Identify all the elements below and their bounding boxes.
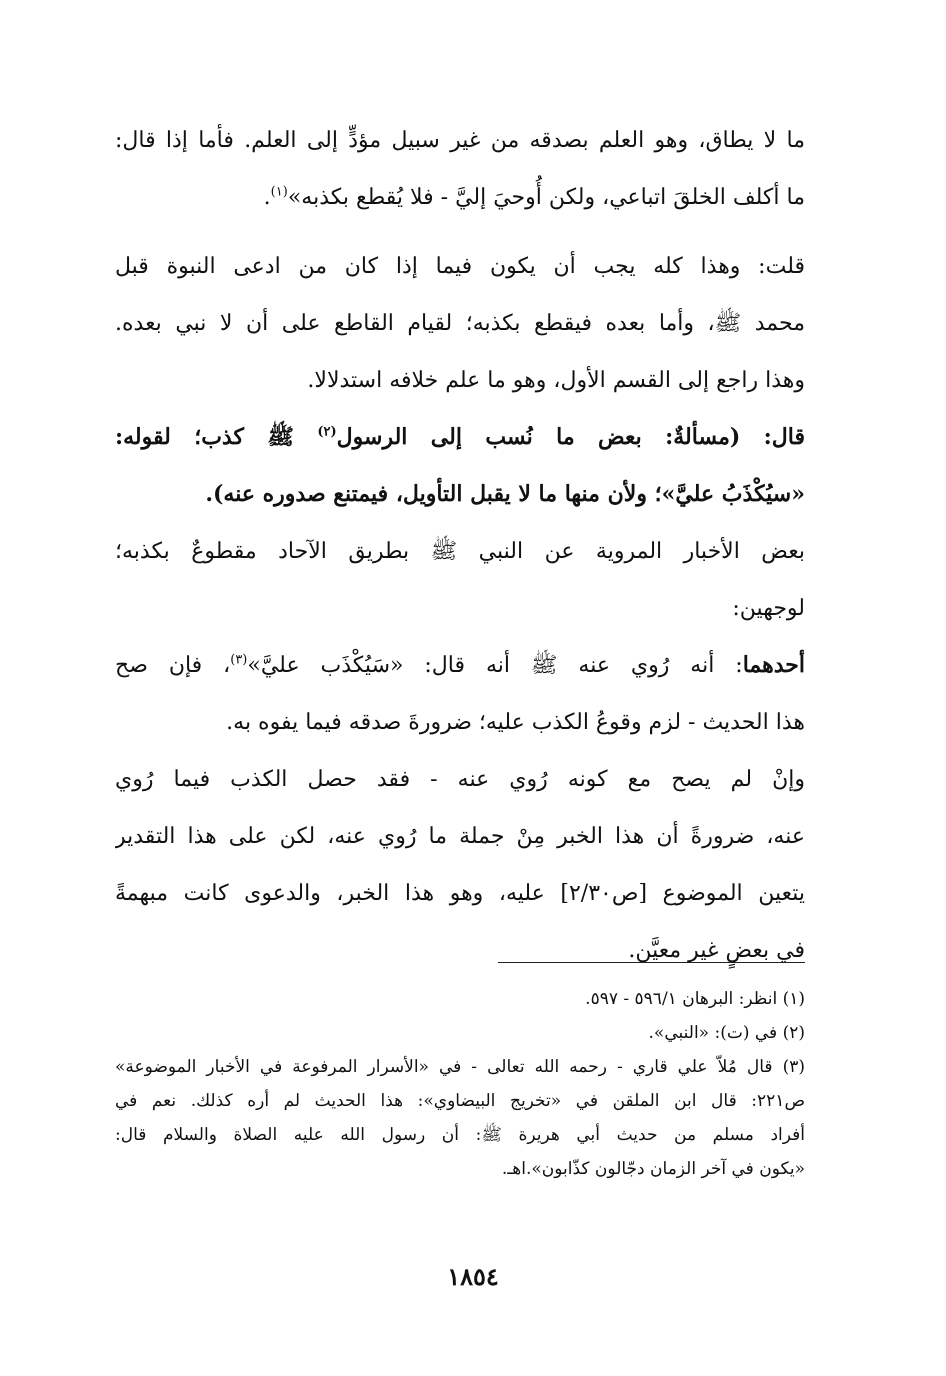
paragraph-1-line-2-end: . [263,185,271,210]
paragraph-2-line-1: قلت: وهذا كله يجب أن يكون فيما إذا كان من ادعى النبوة قبل [115,254,805,279]
paragraph-5-line-2: هذا الحديث - لزم وقوعُ الكذب عليه؛ ضرورةَ صدقه فيما يفوه به. [226,710,805,735]
paragraph-6-line-1: وإنْ لم يصح مع كونه رُوي عنه - فقد حصل الكذب فيما رُوي [115,767,805,792]
matn-line-1-b: ﷺ كذب؛ لقوله: [115,424,318,450]
footnote-3-line-1: (٣) قال مُلاّ علي قاري - رحمه الله تعالى - في «الأسرار المرفوعة في الأخبار الموضوعة» [115,1057,805,1077]
paragraph-6-line-4: في بعضٍ غير معيَّن. [628,938,805,963]
footnote-3-line-4: «يكون في آخر الزمان دجّالون كذّابون».اهـ. [501,1159,805,1179]
footnote-3-line-3: أفراد مسلم من حديث أبي هريرة ﷺ: أن رسول الله عليه الصلاة والسلام قال: [115,1125,805,1145]
paragraph-2-line-3: وهذا راجع إلى القسم الأول، وهو ما علم خلافه استدلالا. [307,368,805,393]
footnote-ref-2: (٢) [317,424,337,440]
paragraph-5-line-1-a: : أنه رُوي عنه ﷺ أنه قال: «سَيُكْذَب عليَّ» [247,653,743,678]
main-text [115,112,805,979]
footnote-2: (٢) في (ت): «النبي». [648,1023,805,1043]
paragraph-2-line-2: محمد ﷺ، وأما بعده فيقطع بكذبه؛ لقيام القاطع على أن لا نبي بعده. [115,311,805,336]
footnote-ref-1: (١) [270,184,288,200]
page-number: ١٨٥٤ [447,1262,499,1291]
footnotes [115,982,805,1186]
first-reason-lead: أحدهما [742,652,805,678]
footnote-1: (١) انظر: البرهان ٥٩٦/١ - ٥٩٧. [585,989,805,1009]
paragraph-4-line-1: بعض الأخبار المروية عن النبي ﷺ بطريق الآحاد مقطوعٌ بكذبه؛ [115,539,805,564]
footnote-divider [498,962,805,963]
paragraph-4-line-2: لوجهين: [732,596,805,621]
matn-line-2: «سيُكْذَبُ عليَّ»؛ ولأن منها ما لا يقبل التأويل، فيمتنع صدوره عنه). [205,481,805,507]
paragraph-1-line-1: ما لا يطاق، وهو العلم بصدقه من غير سبيل مؤدٍّ إلى العلم. فأما إذا قال: [115,128,805,153]
footnote-ref-3: (٣) [230,652,248,668]
matn-line-1-a: قال: (مسألةٌ: بعض ما نُسب إلى الرسول [336,424,805,450]
paragraph-1-line-2-text: ما أكلف الخلقَ اتباعي، ولكن أُوحيَ إليَّ - فلا يُقطع بكذبه» [287,185,805,210]
footnote-3-line-2: ص٢٢١: قال ابن الملقن في «تخريج البيضاوي»: هذا الحديث لم أره كذلك. نعم في [115,1091,805,1111]
paragraph-6-line-2: عنه، ضرورةً أن هذا الخبر مِنْ جملة ما رُوي عنه، لكن على هذا التقدير [115,824,805,849]
paragraph-5-line-1 [115,637,805,694]
paragraph-6-line-3: يتعين الموضوع [ص٢/٣٠] عليه، وهو هذا الخبر، والدعوى كانت مبهمةً [115,881,805,906]
matn-line-1 [115,409,805,466]
paragraph-1-line-2 [115,169,805,226]
paragraph-5-line-1-b: ، فإن صح [115,653,231,678]
